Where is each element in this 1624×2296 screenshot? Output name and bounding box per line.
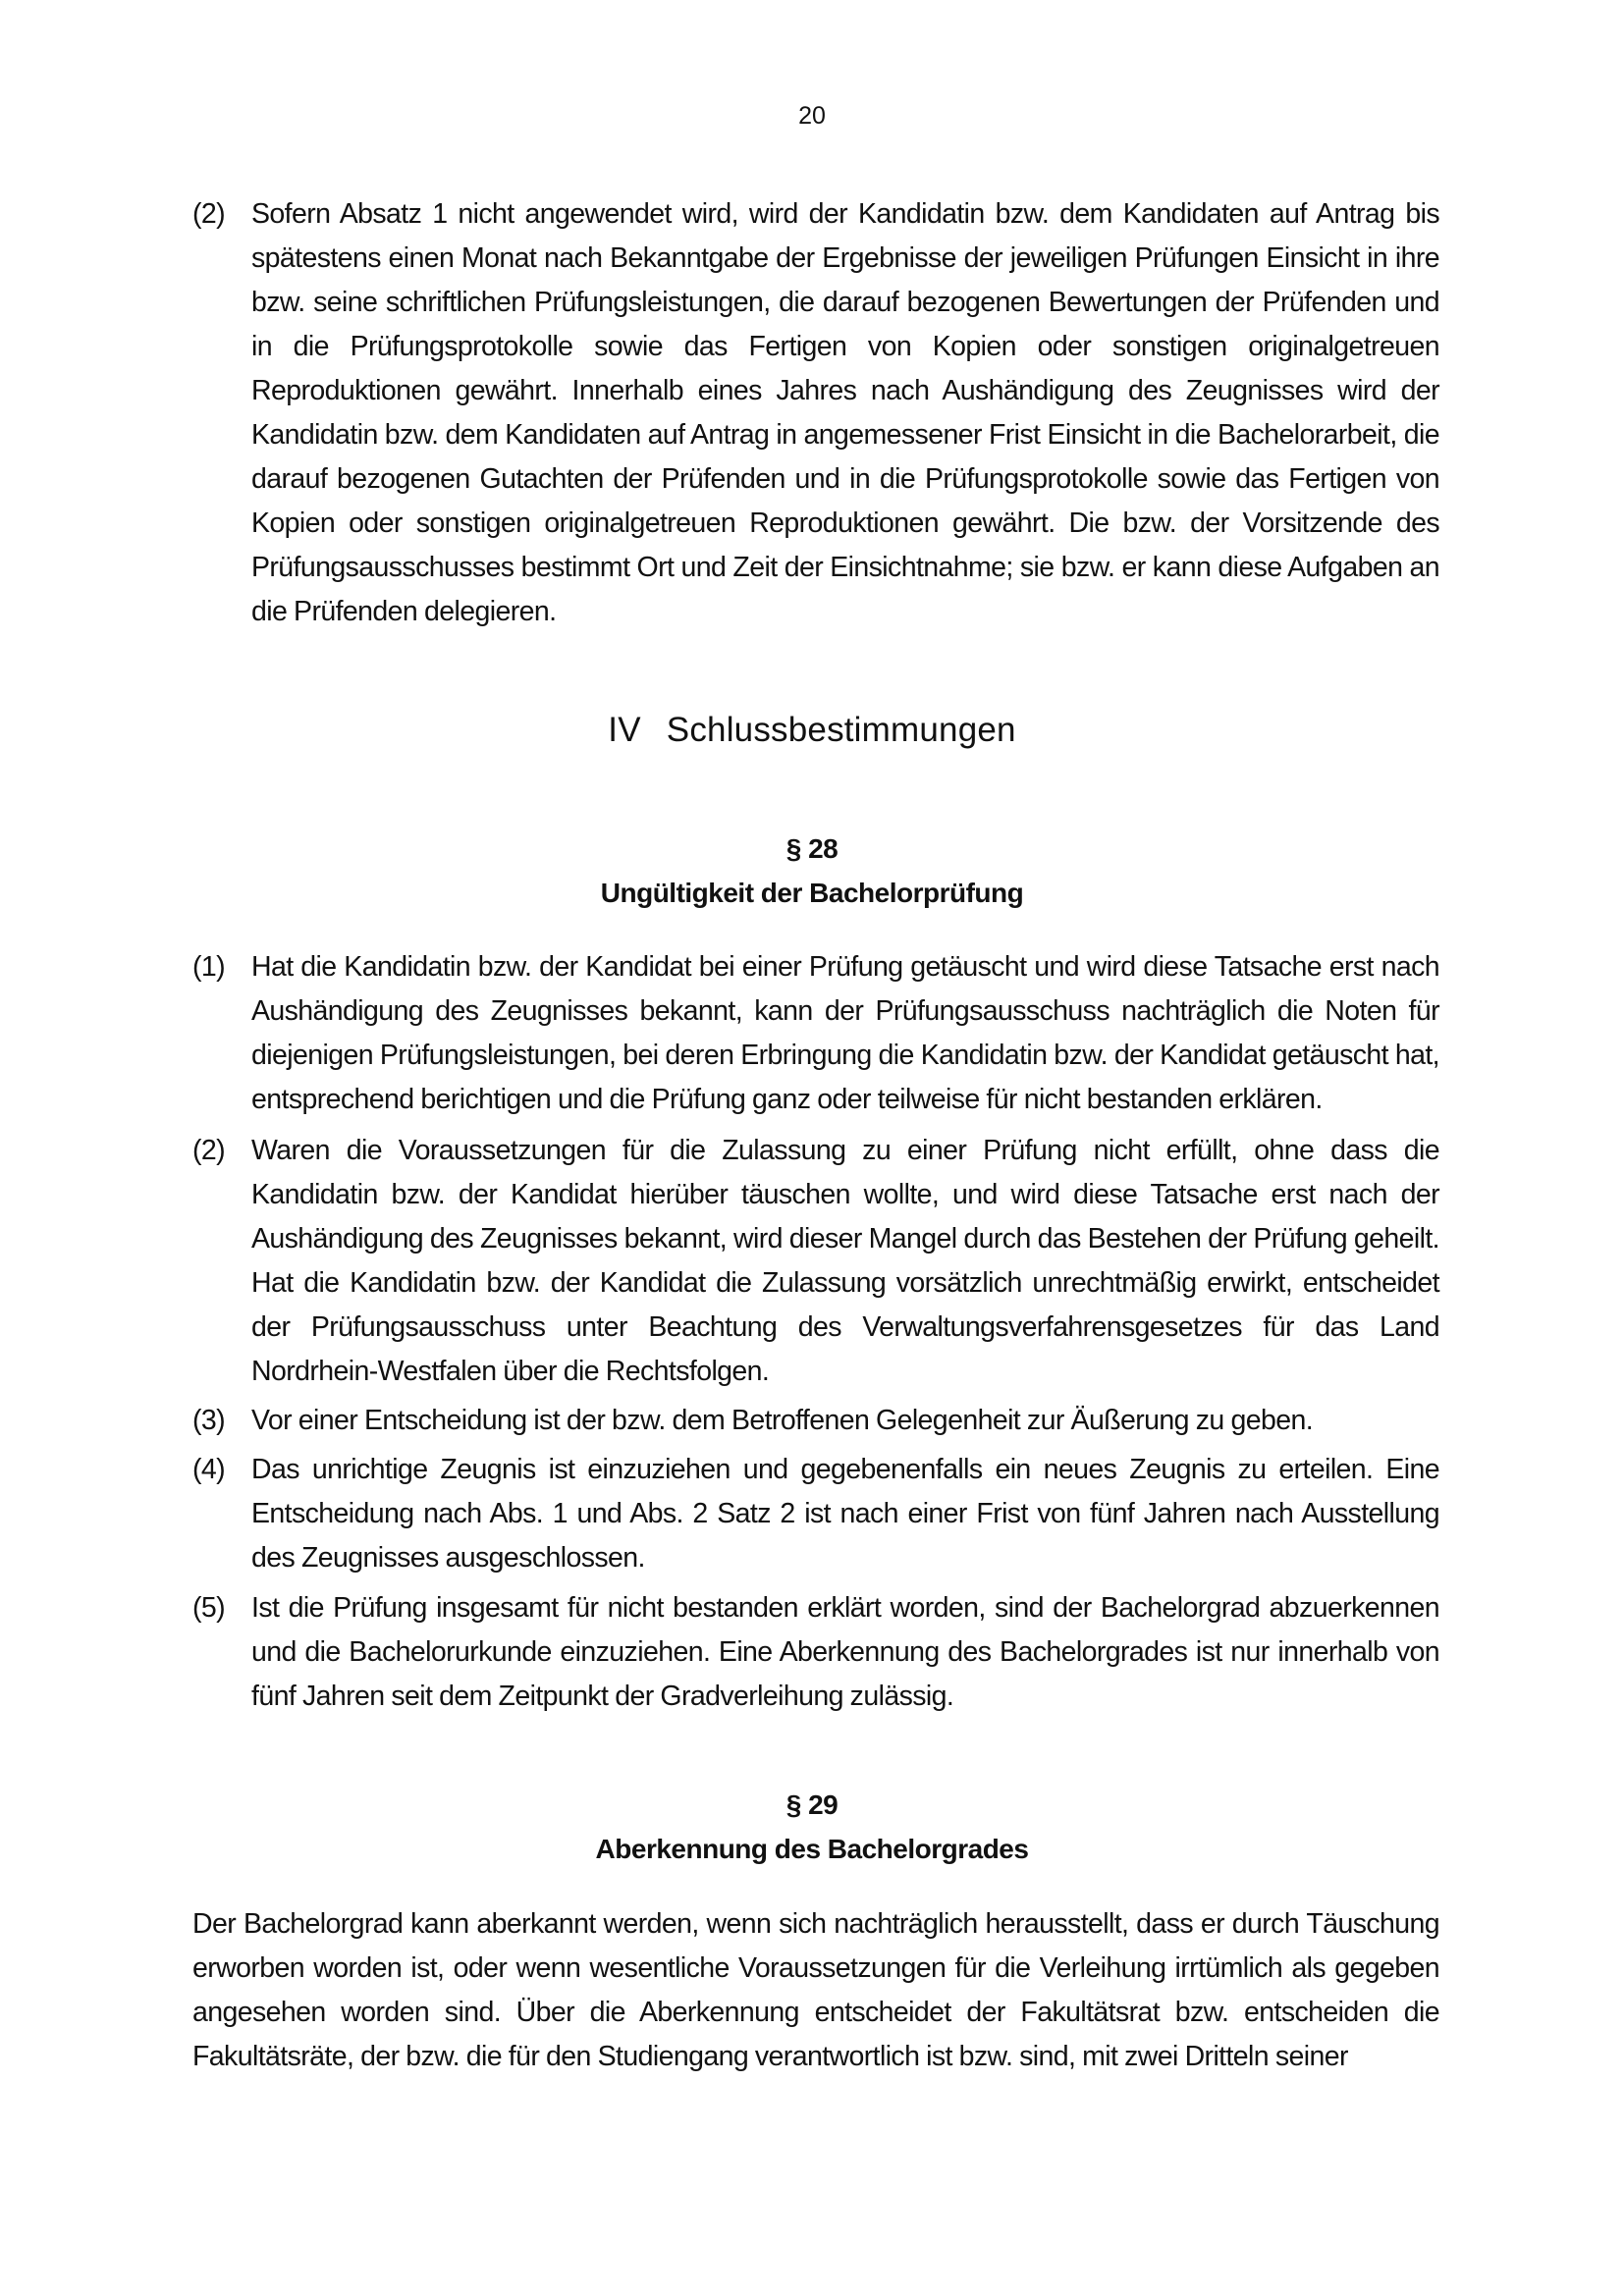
section-28-paragraph-4 — [192, 1448, 1439, 1580]
paragraph-number: (1) — [192, 951, 226, 983]
paragraph-number: (2) — [192, 198, 226, 230]
paragraph-text: Sofern Absatz 1 nicht angewendet wird, wird der Kandidatin bzw. dem Kandidaten auf Antrag bis spätestens einen Monat nach Bekanntgabe der Ergebnisse der jeweiligen Prüfungen Einsicht in ihre bzw. seine schriftlichen Prüfungsleistungen, die darauf bezogenen Bewertungen der Prüfenden und in die Prüfungsprotokolle sowie das Fertigen von Kopien oder sonstigen originalgetreuen Reproduktionen gewährt. Innerhalb eines Jahres nach Aushändigung des Zeugnisses wird der Kandidatin bzw. dem Kandidaten auf Antrag in angemessener Frist Einsicht in die Bachelorarbeit, die darauf bezogenen Gutachten der Prüfenden und in die Prüfungsprotokolle sowie das Fertigen von Kopien oder sonstigen originalgetreuen Reproduktionen gewährt. Die bzw. der Vorsitzende des Prüfungsausschusses bestimmt Ort und Zeit der Einsichtnahme; sie bzw. er kann diese Aufgaben an die Prüfenden delegieren. — [251, 198, 1439, 627]
section-29-text: Der Bachelorgrad kann aberkannt werden, wenn sich nachträglich herausstellt, dass er durch Täuschung erworben worden ist, oder wenn wesentliche Voraussetzungen für die Verleihung irrtümlich als gegeben angesehen worden sind. Über die Aberkennung entscheidet der Fakultätsrat bzw. entscheiden die Fakultätsräte, der bzw. die für den Studiengang verantwortlich ist bzw. sind, mit zwei Dritteln seiner — [192, 1908, 1439, 2072]
section-28-paragraph-5 — [192, 1586, 1439, 1719]
paragraph-number: (5) — [192, 1592, 226, 1624]
paragraph-text: Ist die Prüfung insgesamt für nicht bestanden erklärt worden, sind der Bachelorgrad abzuerkennen und die Bachelorurkunde einzuziehen. Eine Aberkennung des Bachelorgrades ist nur innerhalb von fünf Jahren seit dem Zeitpunkt der Gradverleihung zulässig. — [251, 1592, 1439, 1712]
paragraph-number: (2) — [192, 1135, 226, 1166]
page-number: 20 — [798, 102, 826, 130]
paragraph-text: Hat die Kandidatin bzw. der Kandidat bei einer Prüfung getäuscht und wird diese Tatsache erst nach Aushändigung des Zeugnisses bekannt, kann der Prüfungsausschuss nachträglich die Noten für diejenigen Prüfungsleistungen, bei deren Erbringung die Kandidatin bzw. der Kandidat getäuscht hat, entsprechend berichtigen und die Prüfung ganz oder teilweise für nicht bestanden erklären. — [251, 951, 1439, 1115]
paragraph-text: Das unrichtige Zeugnis ist einzuziehen und gegebenenfalls ein neues Zeugnis zu erteilen. Eine Entscheidung nach Abs. 1 und Abs. 2 Satz 2 ist nach einer Frist von fünf Jahren nach Ausstellung des Zeugnisses ausgeschlossen. — [251, 1454, 1439, 1574]
paragraph-2-inspection — [192, 192, 1439, 634]
part-title: Schlussbestimmungen — [666, 711, 1016, 749]
paragraph-text: Waren die Voraussetzungen für die Zulassung zu einer Prüfung nicht erfüllt, ohne dass die Kandidatin bzw. der Kandidat hierüber täuschen wollte, und wird diese Tatsache erst nach der Aushändigung des Zeugnisses bekannt, wird dieser Mangel durch das Bestehen der Prüfung geheilt. Hat die Kandidatin bzw. der Kandidat die Zulassung vorsätzlich unrechtmäßig erwirkt, entscheidet der Prüfungsausschuss unter Beachtung des Verwaltungsverfahrensgesetzes für das Land Nordrhein-Westfalen über die Rechtsfolgen. — [251, 1135, 1439, 1387]
section-28-title: Ungültigkeit der Bachelorprüfung — [600, 878, 1024, 908]
paragraph-number: (4) — [192, 1454, 226, 1485]
section-29-title: Aberkennung des Bachelorgrades — [595, 1834, 1029, 1864]
section-28-number: § 28 — [785, 833, 839, 864]
section-28-paragraph-1 — [192, 945, 1439, 1122]
section-29-number: § 29 — [785, 1789, 839, 1820]
paragraph-number: (3) — [192, 1405, 226, 1436]
part-heading — [0, 711, 1624, 750]
section-28-paragraph-3 — [192, 1399, 1439, 1443]
section-28-paragraph-2 — [192, 1129, 1439, 1394]
paragraph-text: Vor einer Entscheidung ist der bzw. dem Betroffenen Gelegenheit zur Äußerung zu geben. — [251, 1405, 1314, 1436]
part-roman-numeral: IV — [608, 711, 641, 749]
